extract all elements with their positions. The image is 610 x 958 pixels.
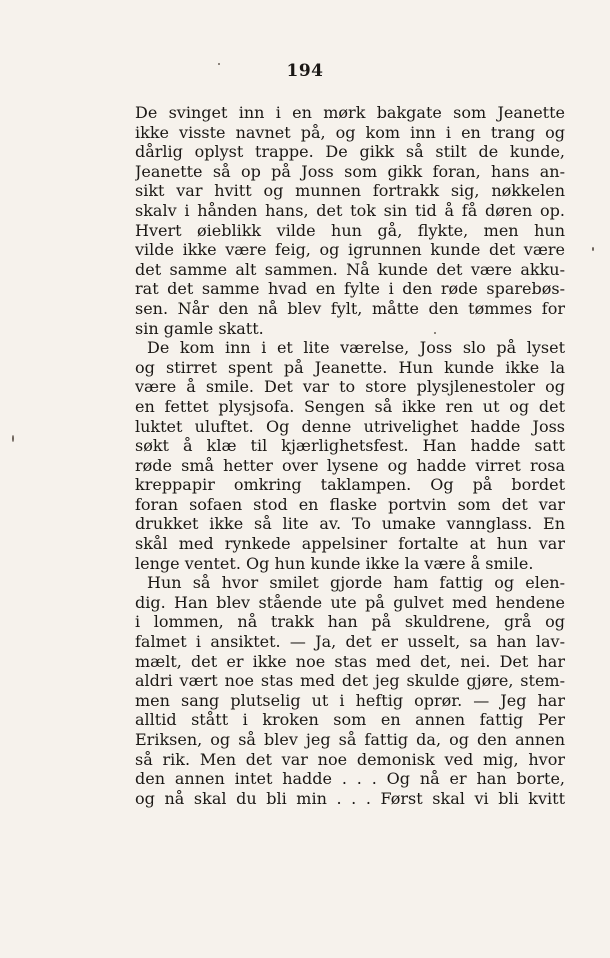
text-line: være å smile. Det var to store plysjlenestoler og — [135, 377, 565, 397]
text-line: sikt var hvitt og munnen fortrakk sig, nøkkelen — [135, 181, 565, 201]
body-text — [135, 103, 565, 808]
text-line: skalv i hånden hans, det tok sin tid å få døren op. — [135, 200, 565, 220]
text-line: i lommen, nå trakk han på skuldrene, grå og — [135, 612, 565, 632]
text-line: mælt, det er ikke noe stas med det, nei. Det har — [135, 651, 565, 671]
text-line: Jeanette så op på Joss som gikk foran, hans an- — [135, 161, 565, 181]
text-line: lenge ventet. Og hun kunde ikke la være å smile. — [135, 553, 534, 573]
print-speck — [592, 247, 594, 251]
text-line: ikke visste navnet på, og kom inn i en trang og — [135, 122, 565, 142]
print-speck — [218, 63, 220, 65]
text-line: sin gamle skatt. — [135, 318, 264, 338]
text-line: dårlig oplyst trappe. De gikk så stilt de kunde, — [135, 142, 565, 162]
text-line: aldri vært noe stas med det jeg skulde gjøre, stem- — [135, 671, 565, 691]
print-speck — [434, 332, 436, 334]
text-line: De svinget inn i en mørk bakgate som Jeanette — [135, 103, 565, 122]
text-line: skål med rynkede appelsiner fortalte at hun var — [135, 534, 565, 554]
text-line: en fettet plysjsofa. Sengen så ikke ren ut og det — [135, 396, 565, 416]
page-number: 194 — [286, 61, 324, 81]
text-line: så rik. Men det var noe demonisk ved mig, hvor — [135, 749, 565, 769]
text-line: Hun så hvor smilet gjorde ham fattig og elen- — [147, 573, 565, 593]
text-line: Hvert øieblikk vilde hun gå, flykte, men hun — [135, 220, 565, 240]
text-line: luktet uluftet. Og denne utrivelighet hadde Joss — [135, 416, 565, 436]
text-line: falmet i ansiktet. — Ja, det er usselt, sa han lav- — [135, 632, 565, 652]
text-line: den annen intet hadde . . . Og nå er han borte, — [135, 769, 565, 789]
text-line: men sang plutselig ut i heftig oprør. — Jeg har — [135, 690, 565, 710]
text-line: vilde ikke være feig, og igrunnen kunde det være — [135, 240, 565, 260]
text-line: De kom inn i et lite værelse, Joss slo på lyset — [147, 338, 565, 358]
text-line: kreppapir omkring taklampen. Og på bordet — [135, 475, 565, 495]
text-line: og stirret spent på Jeanette. Hun kunde ikke la — [135, 357, 565, 377]
text-line: alltid stått i kroken som en annen fattig Per — [135, 710, 565, 730]
text-line: rat det samme hvad en fylte i den røde sparebøs- — [135, 279, 565, 299]
text-line: røde små hetter over lysene og hadde virret rosa — [135, 455, 565, 475]
text-line: Eriksen, og så blev jeg så fattig da, og den annen — [135, 730, 565, 749]
text-line: og nå skal du bli min . . . Først skal vi bli kvitt — [135, 788, 565, 808]
print-speck — [12, 435, 14, 442]
text-line: drukket ikke så lite av. To umake vannglass. En — [135, 514, 565, 534]
text-line: søkt å klæ til kjærlighetsfest. Han hadde satt — [135, 436, 565, 456]
text-line: dig. Han blev stående ute på gulvet med hendene — [135, 592, 565, 612]
text-line: det samme alt sammen. Nå kunde det være akku- — [135, 259, 565, 279]
text-line: foran sofaen stod en flaske portvin som det var — [135, 494, 565, 514]
text-line: sen. Når den nå blev fylt, måtte den tømmes for — [135, 298, 565, 318]
